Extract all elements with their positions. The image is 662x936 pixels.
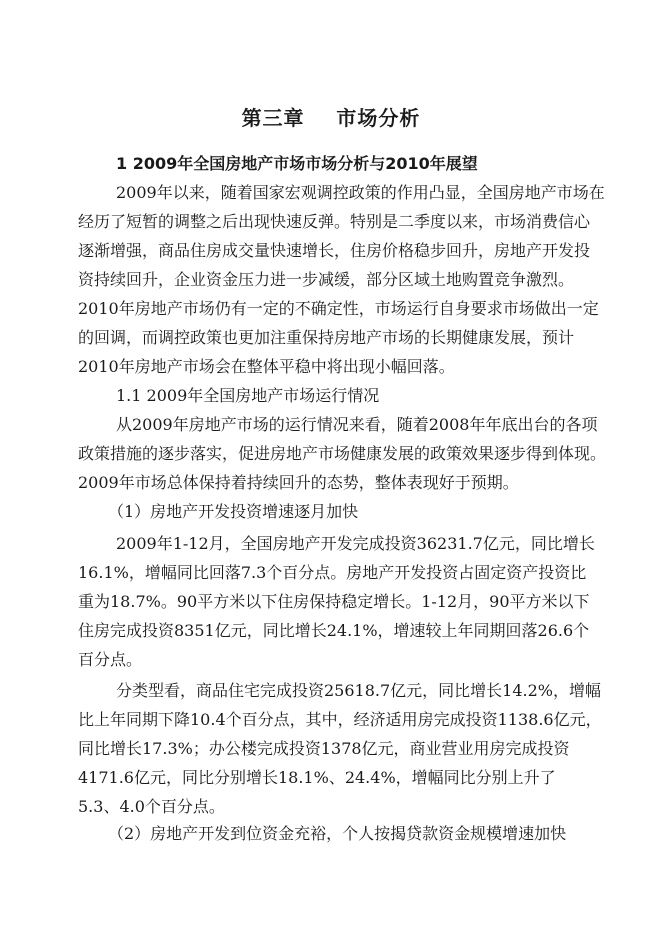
paragraph-line: 比上年同期下降10.4个百分点，其中，经济适用房完成投资1138.6亿元， bbox=[78, 710, 602, 729]
paragraph-line: 分类型看，商品住宅完成投资25618.7亿元，同比增长14.2%，增幅 bbox=[116, 681, 601, 700]
paragraph-line: 2009年1-12月，全国房地产开发完成投资36231.7亿元，同比增长 bbox=[116, 534, 595, 553]
paragraph-line: 逐渐增强，商品住房成交量快速增长，住房价格稳步回升，房地产开发投 bbox=[78, 241, 591, 260]
paragraph-line: 住房完成投资8351亿元，同比增长24.1%，增速较上年同期回落26.6个 bbox=[78, 621, 590, 640]
paragraph-line: 政策措施的逐步落实，促进房地产市场健康发展的政策效果逐步得到体现。 bbox=[78, 444, 607, 463]
chapter-title: 第三章 市场分析 bbox=[241, 106, 421, 130]
paragraph-line: 4171.6亿元，同比分别增长18.1%、24.4%，增幅同比分别上升了 bbox=[78, 768, 556, 787]
paragraph-line: 16.1%，增幅同比回落7.3个百分点。房地产开发投资占固定资产投资比 bbox=[78, 563, 587, 582]
paragraph-line: 2009年市场总体保持着持续回升的态势，整体表现好于预期。 bbox=[78, 473, 519, 492]
subsection-title: 1.1 2009年全国房地产市场运行情况 bbox=[116, 386, 380, 405]
paragraph-line: 百分点。 bbox=[78, 650, 143, 669]
paragraph-line: 从2009年房地产市场的运行情况来看，随着2008年年底出台的各项 bbox=[116, 415, 598, 434]
list-item-heading: （1）房地产开发投资增速逐月加快 bbox=[108, 502, 359, 521]
paragraph-line: 2010年房地产市场仍有一定的不确定性，市场运行自身要求市场做出一定 bbox=[78, 299, 599, 318]
paragraph-line: 的回调，而调控政策也更加注重保持房地产市场的长期健康发展，预计 bbox=[78, 328, 575, 347]
paragraph-line: 经历了短暂的调整之后出现快速反弹。特别是二季度以来，市场消费信心 bbox=[78, 212, 591, 231]
paragraph-line: 2009年以来，随着国家宏观调控政策的作用凸显，全国房地产市场在 bbox=[116, 183, 605, 202]
paragraph-line: 2010年房地产市场会在整体平稳中将出现小幅回落。 bbox=[78, 357, 455, 376]
section-title: 1 2009年全国房地产市场市场分析与2010年展望 bbox=[116, 154, 478, 173]
list-item-heading: （2）房地产开发到位资金充裕，个人按揭贷款资金规模增速加快 bbox=[108, 824, 567, 843]
paragraph-line: 同比增长17.3%；办公楼完成投资1378亿元，商业营业用房完成投资 bbox=[78, 739, 570, 758]
paragraph-line: 5.3、4.0个百分点。 bbox=[78, 797, 225, 816]
paragraph-line: 重为18.7%。90平方米以下住房保持稳定增长。1-12月，90平方米以下 bbox=[78, 592, 590, 611]
paragraph-line: 资持续回升，企业资金压力进一步减缓，部分区域土地购置竞争激烈。 bbox=[78, 270, 575, 289]
